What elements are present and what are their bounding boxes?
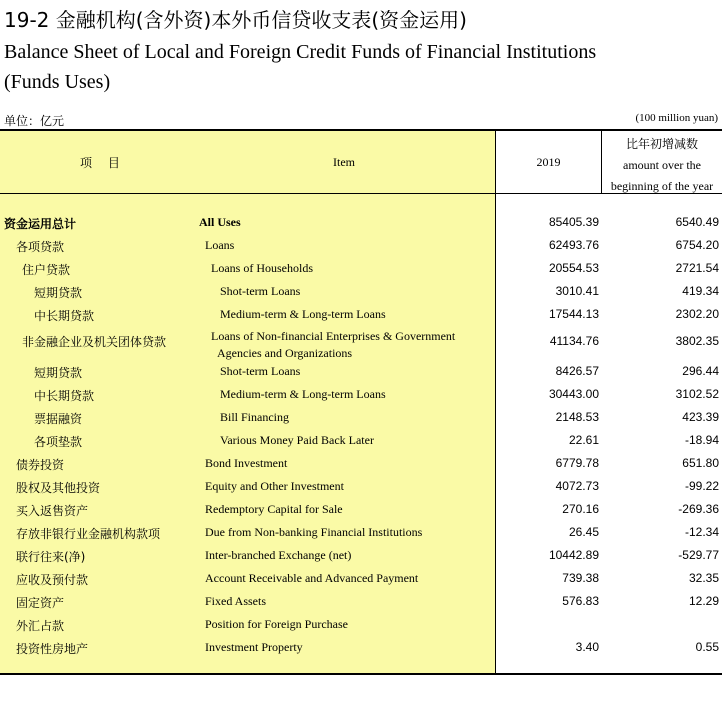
row-label-english: Inter-branched Exchange (net) xyxy=(205,548,352,562)
row-label-english: Equity and Other Investment xyxy=(205,479,344,493)
value-2019: 2148.53 xyxy=(555,410,599,424)
table-bottom-rule xyxy=(0,673,722,675)
row-label-english: Account Receivable and Advanced Payment xyxy=(205,571,419,585)
table-title-english xyxy=(4,37,596,97)
header-change-english-2: beginning of the year xyxy=(610,179,714,193)
value-change: -269.36 xyxy=(678,502,719,516)
row-label-chinese: 票据融资 xyxy=(34,412,83,426)
row-label-chinese: 债券投资 xyxy=(16,458,65,472)
row-label-english: Due from Non-banking Financial Institutions xyxy=(205,525,423,539)
header-change-english-1: amount over the xyxy=(623,158,701,172)
row-label-chinese: 非金融企业及机关团体贷款 xyxy=(22,335,167,349)
row-label-english: All Uses xyxy=(199,215,241,229)
row-label-chinese: 短期贷款 xyxy=(34,366,83,380)
value-change: 3102.52 xyxy=(675,387,719,401)
value-change: 2721.54 xyxy=(675,261,719,275)
row-label-chinese: 中长期贷款 xyxy=(34,389,95,403)
row-label-english: Redemptory Capital for Sale xyxy=(205,502,343,516)
value-2019: 22.61 xyxy=(568,433,599,447)
value-2019: 3010.41 xyxy=(555,284,599,298)
value-2019: 41134.76 xyxy=(549,334,599,348)
table-top-rule xyxy=(0,129,722,131)
value-change: 0.55 xyxy=(695,640,719,654)
value-2019: 3.40 xyxy=(575,640,599,654)
value-2019: 85405.39 xyxy=(548,215,599,229)
row-label-chinese: 应收及预付款 xyxy=(16,573,89,587)
value-change: 419.34 xyxy=(682,284,719,298)
value-2019: 270.16 xyxy=(562,502,599,516)
title-en-line-2: (Funds Uses) xyxy=(4,71,111,93)
row-label-chinese: 存放非银行业金融机构款项 xyxy=(16,527,161,541)
value-change: 32.35 xyxy=(688,571,719,585)
row-label-chinese: 外汇占款 xyxy=(16,619,65,633)
row-label-chinese: 投资性房地产 xyxy=(16,642,89,656)
value-2019: 6779.78 xyxy=(555,456,599,470)
row-label-english: Medium-term & Long-term Loans xyxy=(220,307,386,321)
row-label-english: Various Money Paid Back Later xyxy=(220,433,374,447)
value-2019: 8426.57 xyxy=(555,364,599,378)
table-title-chinese: 19-2 金融机构(含外资)本外币信贷收支表(资金运用) xyxy=(4,8,467,32)
value-change: 651.80 xyxy=(682,456,719,470)
row-label-english: Loans of Non-financial Enterprises & Government xyxy=(211,329,456,343)
value-2019: 17544.13 xyxy=(548,307,599,321)
row-label-chinese: 固定资产 xyxy=(16,596,65,610)
row-label-chinese: 股权及其他投资 xyxy=(16,481,101,495)
value-change: -18.94 xyxy=(684,433,719,447)
row-label-english: Bond Investment xyxy=(205,456,288,470)
value-change: 3802.35 xyxy=(675,334,719,348)
row-label-english: Shot-term Loans xyxy=(220,364,301,378)
value-2019: 4072.73 xyxy=(555,479,599,493)
row-label-english: Position for Foreign Purchase xyxy=(205,617,348,631)
row-label-english: Loans of Households xyxy=(211,261,313,275)
row-label-chinese: 联行往来(净) xyxy=(16,550,86,564)
row-label-english: Loans xyxy=(205,238,235,252)
value-change: 6754.20 xyxy=(675,238,719,252)
value-change: -99.22 xyxy=(684,479,719,493)
header-item-chinese: 项 目 xyxy=(80,156,126,170)
value-2019: 739.38 xyxy=(562,571,599,585)
row-label-chinese: 短期贷款 xyxy=(34,286,83,300)
value-change: -529.77 xyxy=(678,548,719,562)
row-label-chinese: 买入返售资产 xyxy=(16,504,89,518)
header-year: 2019 xyxy=(536,155,561,169)
row-label-english-line-2: Agencies and Organizations xyxy=(217,346,353,360)
unit-label-english: (100 million yuan) xyxy=(635,112,718,124)
value-change: -12.34 xyxy=(684,525,719,539)
row-label-chinese: 各项贷款 xyxy=(16,240,65,254)
value-change: 12.29 xyxy=(688,594,719,608)
value-change: 6540.49 xyxy=(675,215,719,229)
value-2019: 576.83 xyxy=(562,594,599,608)
value-2019: 62493.76 xyxy=(548,238,599,252)
row-label-chinese: 中长期贷款 xyxy=(34,309,95,323)
value-change: 2302.20 xyxy=(675,307,719,321)
item-column-divider xyxy=(495,131,496,673)
header-change-chinese: 比年初增减数 xyxy=(625,137,698,151)
value-2019: 30443.00 xyxy=(548,387,599,401)
row-label-chinese: 资金运用总计 xyxy=(4,217,77,231)
value-2019: 10442.89 xyxy=(548,548,599,562)
row-label-chinese: 各项垫款 xyxy=(34,435,83,449)
value-change: 296.44 xyxy=(682,364,719,378)
header-change xyxy=(602,134,722,197)
value-2019: 26.45 xyxy=(568,525,599,539)
row-label-english: Shot-term Loans xyxy=(220,284,301,298)
row-label-english: Medium-term & Long-term Loans xyxy=(220,387,386,401)
title-en-line-1: Balance Sheet of Local and Foreign Credit Funds of Financial Institutions xyxy=(4,41,597,63)
row-label-chinese: 住户贷款 xyxy=(22,263,71,277)
row-label-english: Investment Property xyxy=(205,640,303,654)
unit-label-chinese: 单位：亿元 xyxy=(4,114,65,128)
value-change: 423.39 xyxy=(682,410,719,424)
row-label-english: Bill Financing xyxy=(220,410,289,424)
row-label-english: Fixed Assets xyxy=(205,594,267,608)
header-item-english: Item xyxy=(333,155,355,169)
value-2019: 20554.53 xyxy=(548,261,599,275)
